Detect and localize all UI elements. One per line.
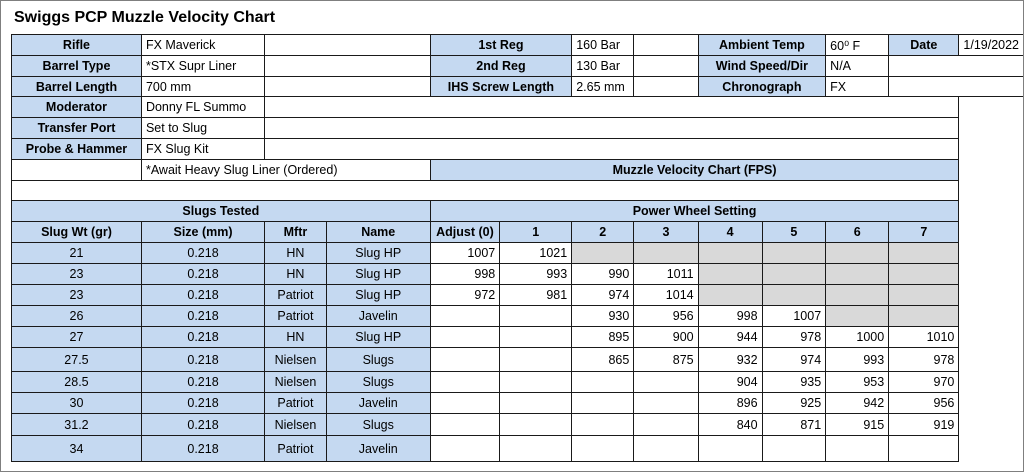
manufacturer-cell[interactable]: Patriot [265,393,327,414]
velocity-cell[interactable] [430,393,500,414]
velocity-cell[interactable] [430,327,500,348]
slug-name-cell[interactable]: Slugs [326,372,430,393]
empty-cell[interactable] [265,139,959,160]
manufacturer-cell[interactable]: Patriot [265,436,327,462]
empty-cell[interactable] [634,77,698,97]
liner-note[interactable]: *Await Heavy Slug Liner (Ordered) [145,163,338,177]
info-label[interactable]: Probe & Hammer [12,139,142,160]
velocity-cell[interactable]: 990 [572,264,634,285]
velocity-cell[interactable] [430,436,500,462]
column-header[interactable]: 5 [762,222,826,243]
slug-name-cell[interactable]: Slug HP [326,264,430,285]
column-header-row [12,222,1024,243]
info-value[interactable]: Set to Slug [141,118,264,139]
manufacturer-cell[interactable]: Patriot [265,285,327,306]
velocity-cell[interactable]: 1014 [634,285,698,306]
blank-row [12,181,1024,201]
empty-cell[interactable] [265,77,431,97]
velocity-cell[interactable]: 942 [826,393,889,414]
velocity-cell[interactable] [889,285,959,306]
note-row [12,160,1024,181]
velocity-cell[interactable] [826,243,889,264]
velocity-cell[interactable] [634,436,698,462]
info-row [12,77,1024,97]
slug-weight-cell[interactable]: 23 [12,264,142,285]
velocity-cell[interactable] [826,285,889,306]
velocity-cell[interactable]: 981 [500,285,572,306]
info-row [12,35,1024,56]
info-row [12,139,1024,160]
velocity-cell[interactable] [634,393,698,414]
info-label[interactable]: Date [889,35,959,56]
velocity-cell[interactable]: 904 [698,372,762,393]
velocity-cell[interactable]: 1010 [889,327,959,348]
info-label[interactable]: Chronograph [698,77,826,97]
slug-size-cell[interactable]: 0.218 [141,348,264,372]
velocity-cell[interactable] [634,414,698,436]
velocity-cell[interactable]: 956 [634,306,698,327]
velocity-cell[interactable] [430,348,500,372]
velocity-cell[interactable] [500,372,572,393]
velocity-cell[interactable] [826,306,889,327]
velocity-cell[interactable] [826,436,889,462]
velocity-cell[interactable]: 932 [698,348,762,372]
info-value[interactable]: 130 Bar [572,56,634,77]
velocity-cell[interactable] [500,436,572,462]
table-row [12,327,1024,348]
velocity-cell[interactable] [430,306,500,327]
velocity-cell[interactable]: 974 [572,285,634,306]
table-row [12,393,1024,414]
velocity-cell[interactable] [430,414,500,436]
table-row [12,414,1024,436]
info-value[interactable]: N/A [826,56,889,77]
velocity-cell[interactable]: 1011 [634,264,698,285]
empty-cell[interactable] [265,97,959,118]
power-wheel-header[interactable]: Power Wheel Setting [430,201,959,222]
velocity-cell[interactable]: 930 [572,306,634,327]
velocity-cell[interactable]: 974 [762,348,826,372]
velocity-cell[interactable] [762,264,826,285]
velocity-cell[interactable] [634,372,698,393]
empty-cell[interactable] [889,56,1024,77]
velocity-cell[interactable]: 1000 [826,327,889,348]
column-header[interactable]: 3 [634,222,698,243]
velocity-cell[interactable]: 956 [889,393,959,414]
velocity-cell[interactable] [698,436,762,462]
empty-cell[interactable] [634,56,698,77]
velocity-cell[interactable] [762,285,826,306]
velocity-cell[interactable] [500,327,572,348]
empty-cell[interactable] [634,35,698,56]
velocity-cell[interactable] [572,372,634,393]
velocity-cell[interactable]: 919 [889,414,959,436]
manufacturer-cell[interactable]: Nielsen [265,348,327,372]
slug-weight-cell[interactable]: 30 [12,393,142,414]
manufacturer-cell[interactable]: HN [265,327,327,348]
slug-size-cell[interactable]: 0.218 [141,264,264,285]
velocity-cell[interactable]: 978 [889,348,959,372]
manufacturer-cell[interactable]: Patriot [265,306,327,327]
table-row [12,348,1024,372]
info-row [12,56,1024,77]
manufacturer-cell[interactable]: HN [265,264,327,285]
column-header[interactable]: 7 [889,222,959,243]
velocity-cell[interactable] [762,436,826,462]
info-label[interactable]: Wind Speed/Dir [698,56,826,77]
column-header[interactable]: 1 [500,222,572,243]
velocity-cell[interactable] [430,372,500,393]
velocity-cell[interactable] [572,436,634,462]
manufacturer-cell[interactable]: HN [265,243,327,264]
velocity-cell[interactable] [572,393,634,414]
slug-name-cell[interactable]: Slugs [326,414,430,436]
velocity-cell[interactable]: 871 [762,414,826,436]
chart-title[interactable]: Muzzle Velocity Chart (FPS) [430,160,959,181]
info-label[interactable]: Barrel Length [12,77,142,97]
velocity-cell[interactable] [889,243,959,264]
manufacturer-cell[interactable]: Nielsen [265,372,327,393]
info-value[interactable]: 2.65 mm [572,77,634,97]
column-header[interactable]: Mftr [265,222,327,243]
velocity-cell[interactable]: 895 [572,327,634,348]
slug-weight-cell[interactable]: 26 [12,306,142,327]
slug-name-cell[interactable]: Javelin [326,393,430,414]
slug-name-cell[interactable]: Slug HP [326,285,430,306]
column-header[interactable]: 2 [572,222,634,243]
empty-cell[interactable] [889,77,1024,97]
info-value[interactable]: *STX Supr Liner [141,56,264,77]
velocity-cell[interactable]: 998 [698,306,762,327]
table-row [12,243,1024,264]
velocity-cell[interactable] [698,285,762,306]
velocity-cell[interactable] [634,243,698,264]
column-header[interactable]: Adjust (0) [430,222,500,243]
info-label[interactable]: Barrel Type [12,56,142,77]
column-header[interactable]: Name [326,222,430,243]
velocity-table [11,34,1024,462]
column-header[interactable]: Slug Wt (gr) [12,222,142,243]
velocity-cell[interactable] [500,306,572,327]
info-value[interactable]: 700 mm [141,77,264,97]
velocity-cell[interactable] [889,436,959,462]
slug-weight-cell[interactable]: 34 [12,436,142,462]
velocity-cell[interactable] [762,243,826,264]
info-value[interactable]: FX [826,77,889,97]
info-label[interactable]: Transfer Port [12,118,142,139]
velocity-cell[interactable] [698,264,762,285]
velocity-cell[interactable]: 970 [889,372,959,393]
info-value[interactable]: FX Slug Kit [141,139,264,160]
slug-weight-cell[interactable]: 21 [12,243,142,264]
velocity-cell[interactable]: 972 [430,285,500,306]
velocity-cell[interactable]: 1007 [762,306,826,327]
info-label[interactable]: 1st Reg [430,35,572,56]
table-row [12,436,1024,462]
velocity-cell[interactable]: 925 [762,393,826,414]
info-label[interactable]: Ambient Temp [698,35,826,56]
table-row [12,285,1024,306]
slug-weight-cell[interactable]: 27 [12,327,142,348]
empty-cell[interactable] [12,160,142,181]
velocity-cell[interactable]: 865 [572,348,634,372]
info-value[interactable]: FX Maverick [141,35,264,56]
slug-weight-cell[interactable]: 31.2 [12,414,142,436]
empty-cell[interactable] [12,181,959,201]
slug-size-cell[interactable]: 0.218 [141,327,264,348]
slugs-tested-header[interactable]: Slugs Tested [12,201,431,222]
slug-size-cell[interactable]: 0.218 [141,285,264,306]
slug-size-cell[interactable]: 0.218 [141,243,264,264]
slug-size-cell[interactable]: 0.218 [141,436,264,462]
slug-weight-cell[interactable]: 27.5 [12,348,142,372]
info-label[interactable]: IHS Screw Length [430,77,572,97]
sheet-title: Swiggs PCP Muzzle Velocity Chart [14,9,276,26]
info-value[interactable]: 1/19/2022 [959,35,1024,56]
slug-size-cell[interactable]: 0.218 [141,372,264,393]
velocity-cell[interactable] [572,243,634,264]
info-value[interactable]: 160 Bar [572,35,634,56]
slug-weight-cell[interactable]: 28.5 [12,372,142,393]
velocity-cell[interactable]: 935 [762,372,826,393]
velocity-cell[interactable]: 953 [826,372,889,393]
velocity-cell[interactable]: 896 [698,393,762,414]
slug-name-cell[interactable]: Slug HP [326,327,430,348]
info-label[interactable]: Rifle [12,35,142,56]
velocity-cell[interactable]: 944 [698,327,762,348]
info-label[interactable]: Moderator [12,97,142,118]
slug-name-cell[interactable]: Javelin [326,306,430,327]
slug-weight-cell[interactable]: 23 [12,285,142,306]
velocity-cell[interactable] [500,348,572,372]
column-header[interactable]: 4 [698,222,762,243]
velocity-cell[interactable]: 900 [634,327,698,348]
slug-size-cell[interactable]: 0.218 [141,414,264,436]
velocity-cell[interactable]: 978 [762,327,826,348]
velocity-cell[interactable]: 1021 [500,243,572,264]
column-header[interactable]: 6 [826,222,889,243]
info-value[interactable]: Donny FL Summo [141,97,264,118]
slug-size-cell[interactable]: 0.218 [141,393,264,414]
velocity-cell[interactable] [698,243,762,264]
velocity-cell[interactable] [889,306,959,327]
info-row [12,118,1024,139]
info-label[interactable]: 2nd Reg [430,56,572,77]
empty-cell[interactable] [265,35,431,56]
velocity-cell[interactable] [572,414,634,436]
velocity-cell[interactable]: 840 [698,414,762,436]
table-row [12,372,1024,393]
info-row [12,97,1024,118]
info-value[interactable]: 60⁰ F [826,35,889,56]
velocity-cell[interactable]: 998 [430,264,500,285]
slug-name-cell[interactable]: Slug HP [326,243,430,264]
empty-cell[interactable] [265,56,431,77]
velocity-cell[interactable]: 875 [634,348,698,372]
velocity-cell[interactable] [826,264,889,285]
table-row [12,264,1024,285]
table-row [12,306,1024,327]
group-header-row [12,201,1024,222]
slug-name-cell[interactable]: Javelin [326,436,430,462]
slug-name-cell[interactable]: Slugs [326,348,430,372]
manufacturer-cell[interactable]: Nielsen [265,414,327,436]
velocity-cell[interactable]: 915 [826,414,889,436]
column-header[interactable]: Size (mm) [141,222,264,243]
velocity-cell[interactable]: 993 [500,264,572,285]
slug-size-cell[interactable]: 0.218 [141,306,264,327]
velocity-cell[interactable] [500,414,572,436]
velocity-cell[interactable] [500,393,572,414]
velocity-cell[interactable]: 993 [826,348,889,372]
empty-cell[interactable] [265,118,959,139]
velocity-cell[interactable]: 1007 [430,243,500,264]
velocity-cell[interactable] [889,264,959,285]
